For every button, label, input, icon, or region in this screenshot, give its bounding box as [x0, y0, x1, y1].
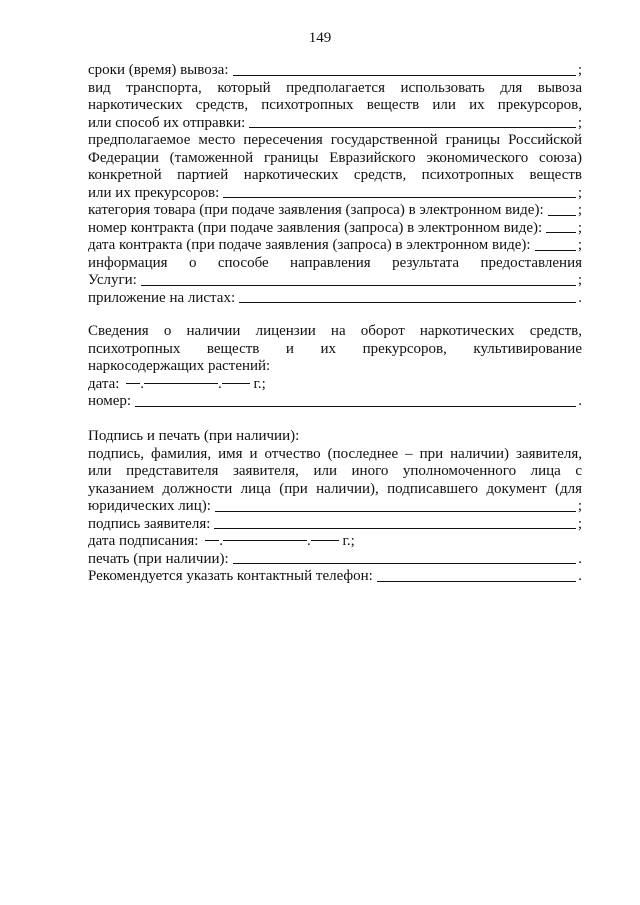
license-date-day-field[interactable]	[126, 383, 140, 384]
signing-date-row: дата подписания: . . г.;	[88, 533, 355, 549]
license-year-suffix: г.;	[253, 375, 266, 392]
applicant-signature-label: подпись заявителя:	[88, 515, 211, 532]
license-text-1: Сведения о наличии лицензии на оборот наркотических средств,	[88, 323, 582, 339]
result-method-text: информация о способе направления результата предоставления	[88, 254, 582, 271]
license-date-year-field[interactable]	[222, 383, 250, 384]
goods-category-label: категория товара (при подаче заявления (запроса) в электронном виде):	[88, 202, 544, 218]
border-text-2: Федерации (таможенной границы Евразийского экономического союза)	[88, 149, 582, 166]
transport-label: или способ их отправки:	[88, 114, 246, 131]
signature-text-3: указанием должности лица (при наличии), подписавшего документ (для	[88, 480, 582, 497]
license-date-label: дата:	[88, 375, 120, 392]
license-section	[88, 323, 582, 411]
pickup-time-field[interactable]	[233, 75, 576, 76]
goods-category-row: категория товара (при подаче заявления (запроса) в электронном виде): ;	[88, 202, 582, 218]
signing-date-year-field[interactable]	[311, 540, 339, 541]
contract-number-field[interactable]	[546, 232, 576, 233]
signing-date-label: дата подписания:	[88, 533, 199, 549]
phone-field[interactable]	[377, 581, 576, 582]
attachment-row: приложение на листах: .	[88, 289, 582, 306]
border-text-1: предполагаемое место пересечения государственной границы Российской	[88, 132, 582, 148]
seal-field[interactable]	[233, 563, 577, 564]
signature-heading: Подпись и печать (при наличии):	[88, 428, 300, 444]
seal-label: печать (при наличии):	[88, 550, 229, 567]
signatory-label: юридических лиц):	[88, 498, 211, 514]
result-method-label: Услуги:	[88, 272, 137, 288]
license-number-row: номер: .	[88, 393, 582, 409]
pickup-time-label: сроки (время) вывоза:	[88, 62, 229, 78]
attachment-field[interactable]	[239, 302, 576, 303]
seal-row: печать (при наличии): .	[88, 550, 582, 567]
license-date-row: дата: . . г.;	[88, 375, 266, 392]
goods-category-field[interactable]	[548, 215, 576, 216]
phone-label: Рекомендуется указать контактный телефон:	[88, 568, 373, 584]
signature-text-2: или представителя заявителя, или иного уполномоченного лица с	[88, 463, 582, 479]
signatory-row: юридических лиц): ;	[88, 498, 582, 514]
export-details-section	[88, 62, 582, 307]
signature-text-1: подпись, фамилия, имя и отчество (последнее – при наличии) заявителя,	[88, 445, 582, 462]
result-method-row: Услуги: ;	[88, 272, 582, 288]
signing-year-suffix: г.;	[342, 533, 355, 549]
signatory-field[interactable]	[215, 511, 576, 512]
contract-date-label: дата контракта (при подаче заявления (запроса) в электронном виде):	[88, 237, 531, 253]
contract-date-row: дата контракта (при подаче заявления (запроса) в электронном виде): ;	[88, 237, 582, 253]
border-text-3: конкретной партией наркотических средств, психотропных веществ	[88, 167, 582, 183]
phone-row: Рекомендуется указать контактный телефон: .	[88, 568, 582, 584]
contract-date-field[interactable]	[535, 250, 576, 251]
license-number-label: номер:	[88, 393, 132, 409]
transport-row: или способ их отправки: ;	[88, 114, 582, 131]
license-text-3: наркосодержащих растений:	[88, 358, 271, 374]
page-number: 149	[308, 30, 332, 46]
border-label: или их прекурсоров:	[88, 184, 220, 201]
signing-date-day-field[interactable]	[205, 540, 219, 541]
border-row: или их прекурсоров: ;	[88, 184, 582, 201]
pickup-time-row: сроки (время) вывоза: ;	[88, 62, 582, 78]
license-date-month-field[interactable]	[144, 383, 218, 384]
transport-field[interactable]	[249, 127, 576, 128]
signature-section	[88, 428, 582, 586]
result-method-field[interactable]	[141, 285, 576, 286]
contract-number-label: номер контракта (при подаче заявления (запроса) в электронном виде):	[88, 219, 543, 236]
border-crossing-field[interactable]	[223, 197, 576, 198]
transport-text-1: вид транспорта, который предполагается использовать для вывоза	[88, 79, 582, 96]
contract-number-row: номер контракта (при подаче заявления (запроса) в электронном виде): ;	[88, 219, 582, 236]
applicant-signature-row: подпись заявителя: ;	[88, 515, 582, 532]
attachment-label: приложение на листах:	[88, 289, 236, 306]
transport-text-2: наркотических средств, психотропных веществ или их прекурсоров,	[88, 97, 582, 113]
license-number-field[interactable]	[135, 406, 576, 407]
applicant-signature-field[interactable]	[214, 528, 575, 529]
license-text-2: психотропных веществ и их прекурсоров, культивирование	[88, 340, 582, 357]
signing-date-month-field[interactable]	[223, 540, 307, 541]
